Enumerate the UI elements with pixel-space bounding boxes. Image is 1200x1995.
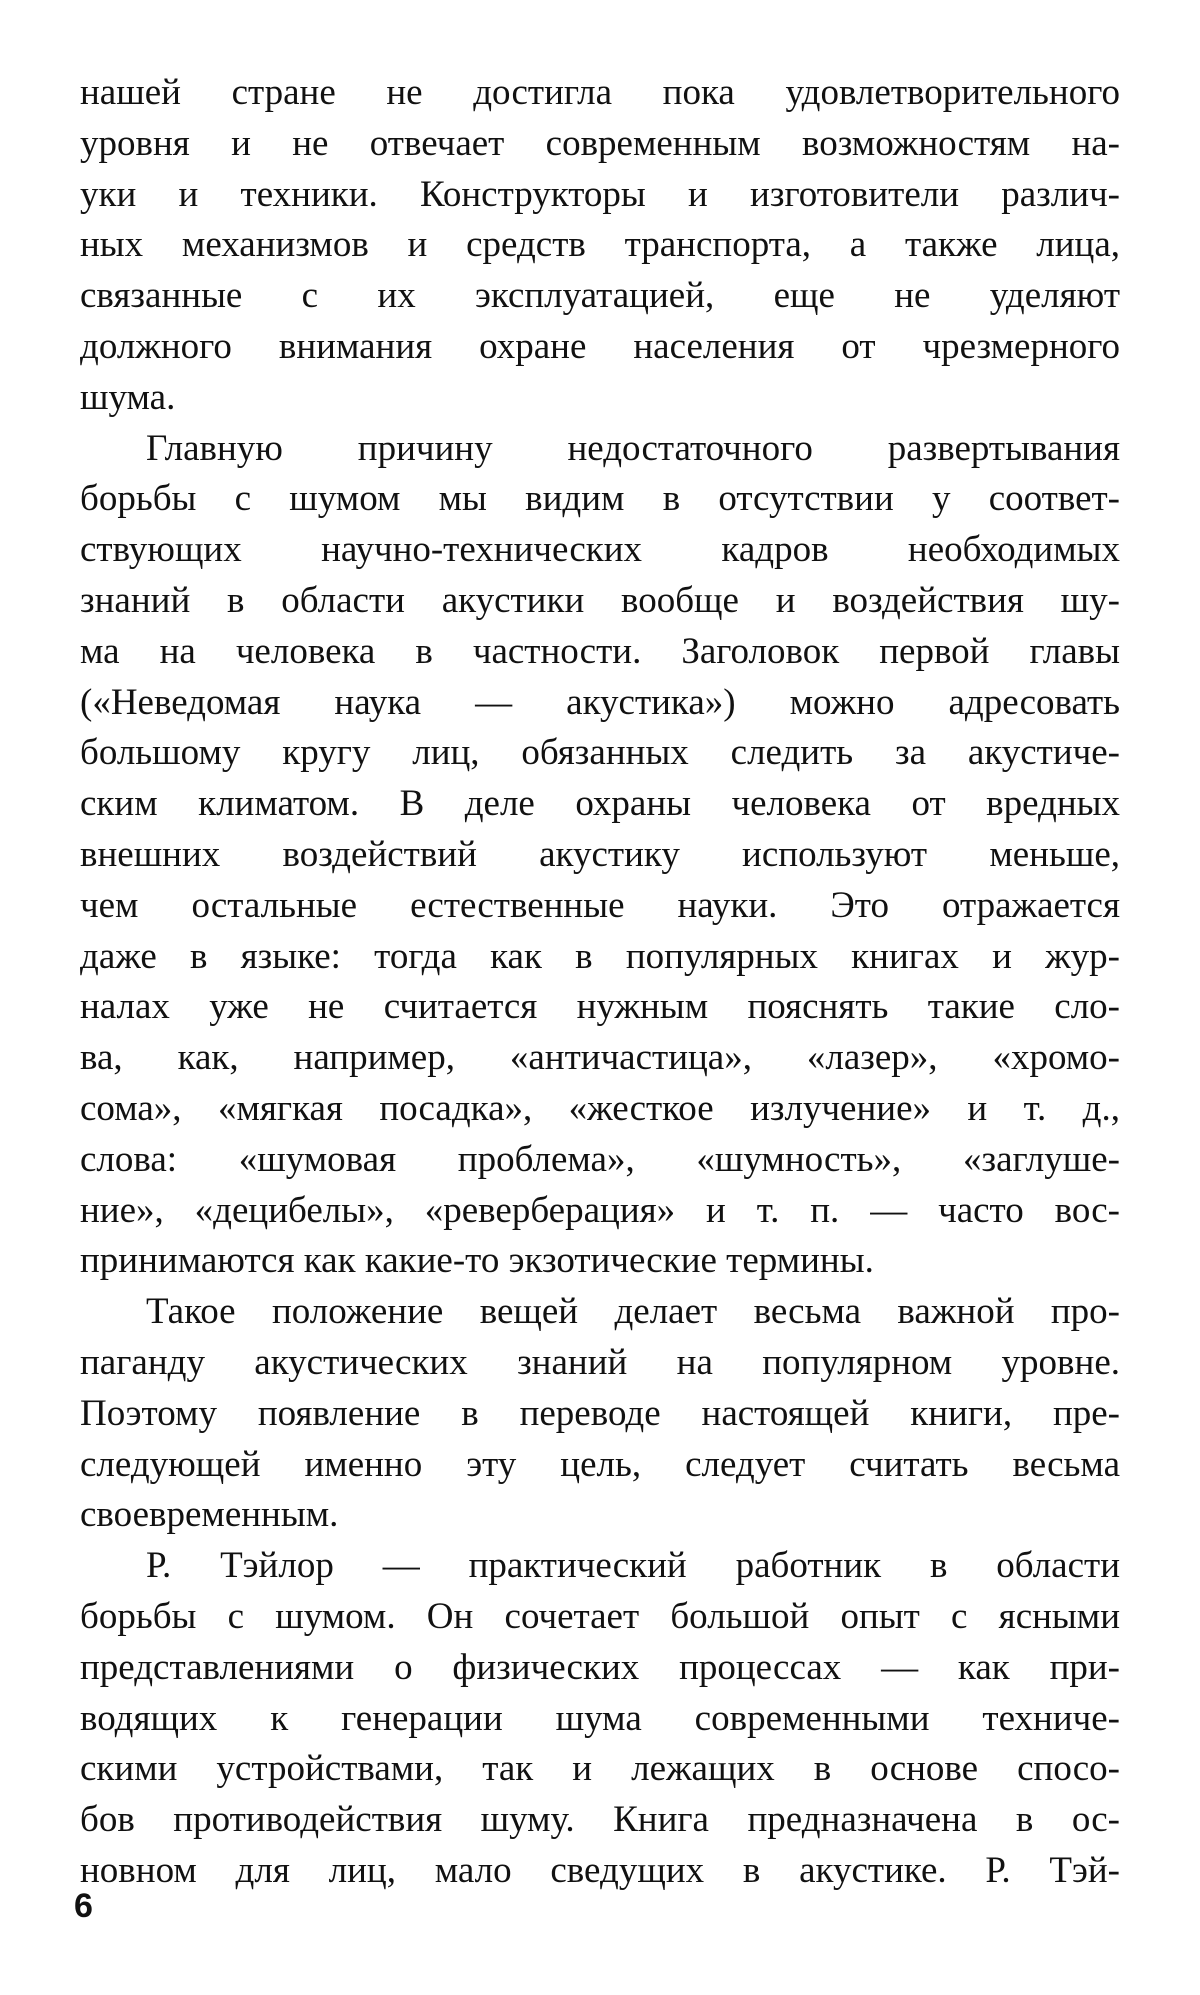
- text-line: сома», «мягкая посадка», «жесткое излучение» и т. д.,: [80, 1087, 1120, 1129]
- text-line: новном для лиц, мало сведущих в акустике. Р. Тэй-: [80, 1849, 1120, 1891]
- text-line: бов противодействия шуму. Книга предназначена в ос-: [80, 1799, 1120, 1841]
- text-line: связанные с их эксплуатацией, еще не уделяют: [80, 275, 1120, 317]
- text-line: паганду акустических знаний на популярном уровне.: [80, 1341, 1120, 1383]
- text-line: скими устройствами, так и лежащих в основе спосо-: [80, 1748, 1120, 1790]
- text-line: Главную причину недостаточного развертывания: [146, 427, 1120, 469]
- text-line: внешних воздействий акустику используют меньше,: [80, 833, 1120, 875]
- text-line: ским климатом. В деле охраны человека от вредных: [80, 783, 1120, 825]
- text-line: следующей именно эту цель, следует считать весьма: [80, 1443, 1120, 1485]
- text-line: слова: «шумовая проблема», «шумность», «заглуше-: [80, 1138, 1120, 1180]
- text-line: ва, как, например, «античастица», «лазер», «хромо-: [80, 1037, 1120, 1079]
- text-line: даже в языке: тогда как в популярных книгах и жур-: [80, 935, 1120, 977]
- text-line: представлениями о физических процессах — как при-: [80, 1646, 1120, 1688]
- text-line: уровня и не отвечает современным возможностям на-: [80, 122, 1120, 164]
- text-line: своевременным.: [80, 1494, 339, 1536]
- text-line: знаний в области акустики вообще и воздействия шу-: [80, 579, 1120, 621]
- text-line: нашей стране не достигла пока удовлетворительного: [80, 72, 1120, 113]
- text-line: должного внимания охране населения от чрезмерного: [80, 325, 1120, 367]
- text-line: ма на человека в частности. Заголовок первой главы: [80, 630, 1120, 672]
- text-line: шума.: [80, 376, 176, 418]
- text-line: большому кругу лиц, обязанных следить за акустиче-: [80, 732, 1120, 774]
- text-line: борьбы с шумом. Он сочетает большой опыт с ясными: [80, 1595, 1120, 1637]
- text-line: чем остальные естественные науки. Это отражается: [80, 884, 1120, 926]
- text-line: Р. Тэйлор — практический работник в области: [146, 1545, 1120, 1587]
- text-line: водящих к генерации шума современными техниче-: [80, 1697, 1120, 1739]
- body-text: [80, 68, 1120, 1897]
- text-line: борьбы с шумом мы видим в отсутствии у соответ-: [80, 478, 1120, 520]
- text-line: ствующих научно-технических кадров необходимых: [80, 529, 1120, 571]
- text-line: принимаются как какие-то экзотические термины.: [80, 1240, 874, 1282]
- text-line: («Неведомая наука — акустика») можно адресовать: [80, 681, 1120, 723]
- text-line: Поэтому появление в переводе настоящей книги, пре-: [80, 1392, 1120, 1434]
- page-number: 6: [74, 1887, 93, 1925]
- text-line: уки и техники. Конструкторы и изготовители различ-: [80, 173, 1120, 215]
- text-line: Такое положение вещей делает весьма важной про-: [146, 1291, 1120, 1333]
- text-line: ние», «децибелы», «реверберация» и т. п. — часто вос-: [80, 1189, 1120, 1231]
- text-line: налах уже не считается нужным пояснять такие сло-: [80, 986, 1120, 1028]
- text-line: ных механизмов и средств транспорта, а также лица,: [80, 224, 1120, 266]
